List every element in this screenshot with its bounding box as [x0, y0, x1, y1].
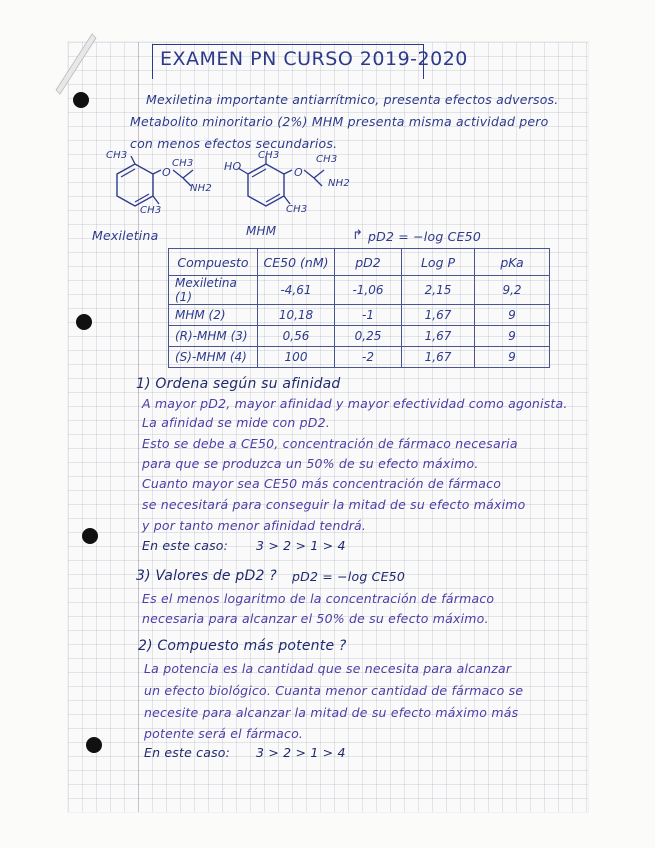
- intro-line: Mexiletina importante antiarrítmico, presenta efectos adversos.: [146, 92, 559, 107]
- table-cell: -1,06: [335, 276, 402, 305]
- q3-line: Es el menos logaritmo de la concentración de fármaco: [142, 591, 495, 606]
- mhm-structure: [226, 152, 366, 227]
- q1-line: para que se produzca un 50% de su efecto máximo.: [142, 456, 479, 471]
- oxygen-label: O: [162, 166, 171, 179]
- table-cell: 1,67: [402, 305, 475, 326]
- q1-line: Esto se debe a CE50, concentración de fármaco necesaria: [142, 436, 518, 451]
- q1-answer-label: En este caso:: [142, 538, 229, 553]
- mexiletine-label: Mexiletina: [92, 228, 159, 243]
- q2-line: un efecto biológico. Cuanta menor cantidad de fármaco se: [144, 683, 524, 698]
- table-header: Log P: [402, 249, 475, 276]
- table-cell: 100: [258, 347, 335, 368]
- table-cell: 1,67: [402, 326, 475, 347]
- table-row: [169, 326, 550, 347]
- q1-line: Cuanto mayor sea CE50 más concentración de fármaco: [142, 476, 502, 491]
- table-cell: 10,18: [258, 305, 335, 326]
- q2-line: La potencia es la cantidad que se necesita para alcanzar: [144, 661, 512, 676]
- table-cell: Mexiletina (1): [169, 276, 258, 305]
- table-cell: -4,61: [258, 276, 335, 305]
- table-header: pKa: [475, 249, 550, 276]
- table-header: pD2: [335, 249, 402, 276]
- mexiletine-structure: [95, 152, 235, 227]
- table-cell: 9: [475, 305, 550, 326]
- table-cell: (R)-MHM (3): [169, 326, 258, 347]
- nh2-label: NH2: [190, 183, 212, 194]
- compound-table: [168, 248, 550, 368]
- ch3-label: CH3: [286, 204, 308, 215]
- table-header-row: [169, 249, 550, 276]
- intro-line: Metabolito minoritario (2%) MHM presenta misma actividad pero: [130, 114, 549, 129]
- table-header: Compuesto: [169, 249, 258, 276]
- q3-formula: pD2 = −log CE50: [292, 569, 405, 584]
- table-row: [169, 276, 550, 305]
- pd2-formula: pD2 = −log CE50: [368, 229, 481, 244]
- ch3-label: CH3: [106, 150, 128, 161]
- arrow-icon: ↱: [352, 228, 364, 243]
- mhm-label: MHM: [246, 224, 277, 238]
- table-cell: 0,56: [258, 326, 335, 347]
- binder-hole: [73, 92, 89, 108]
- q1-line: y por tanto menor afinidad tendrá.: [142, 518, 367, 533]
- q1-line: La afinidad se mide con pD2.: [142, 415, 330, 430]
- binder-hole: [76, 314, 92, 330]
- q3-line: necesaria para alcanzar el 50% de su efecto máximo.: [142, 611, 489, 626]
- q2-answer-label: En este caso:: [144, 745, 231, 760]
- q1-line: se necesitará para conseguir la mitad de su efecto máximo: [142, 497, 526, 512]
- table-cell: 9: [475, 326, 550, 347]
- q3-title: 3) Valores de pD2 ?: [136, 568, 277, 584]
- table-cell: 0,25: [335, 326, 402, 347]
- nh2-label: NH2: [328, 178, 350, 189]
- table-cell: MHM (2): [169, 305, 258, 326]
- ch3-label: CH3: [140, 205, 162, 216]
- q1-line: A mayor pD2, mayor afinidad y mayor efectividad como agonista.: [142, 396, 568, 411]
- table-row: [169, 305, 550, 326]
- table-cell: 1,67: [402, 347, 475, 368]
- page-title: EXAMEN PN CURSO 2019-2020: [160, 48, 468, 70]
- intro-line: con menos efectos secundarios.: [130, 136, 338, 151]
- binder-hole: [86, 737, 102, 753]
- ch3-label: CH3: [172, 158, 194, 169]
- q1-answer: 3 > 2 > 1 > 4: [256, 538, 346, 553]
- table-cell: -2: [335, 347, 402, 368]
- q2-title: 2) Compuesto más potente ?: [138, 638, 347, 654]
- ch3-label: CH3: [316, 154, 338, 165]
- q1-title: 1) Ordena según su afinidad: [136, 376, 341, 392]
- table-header: CE50 (nM): [258, 249, 335, 276]
- table-cell: (S)-MHM (4): [169, 347, 258, 368]
- table-cell: 9: [475, 347, 550, 368]
- ch3-label: CH3: [258, 150, 280, 161]
- binder-hole: [82, 528, 98, 544]
- table-cell: 9,2: [475, 276, 550, 305]
- ho-label: HO: [224, 160, 242, 173]
- q2-line: necesite para alcanzar la mitad de su efecto máximo más: [144, 705, 519, 720]
- q2-line: potente será el fármaco.: [144, 726, 304, 741]
- table-cell: -1: [335, 305, 402, 326]
- table-cell: 2,15: [402, 276, 475, 305]
- table-row: [169, 347, 550, 368]
- q2-answer: 3 > 2 > 1 > 4: [256, 745, 346, 760]
- oxygen-label: O: [294, 166, 303, 179]
